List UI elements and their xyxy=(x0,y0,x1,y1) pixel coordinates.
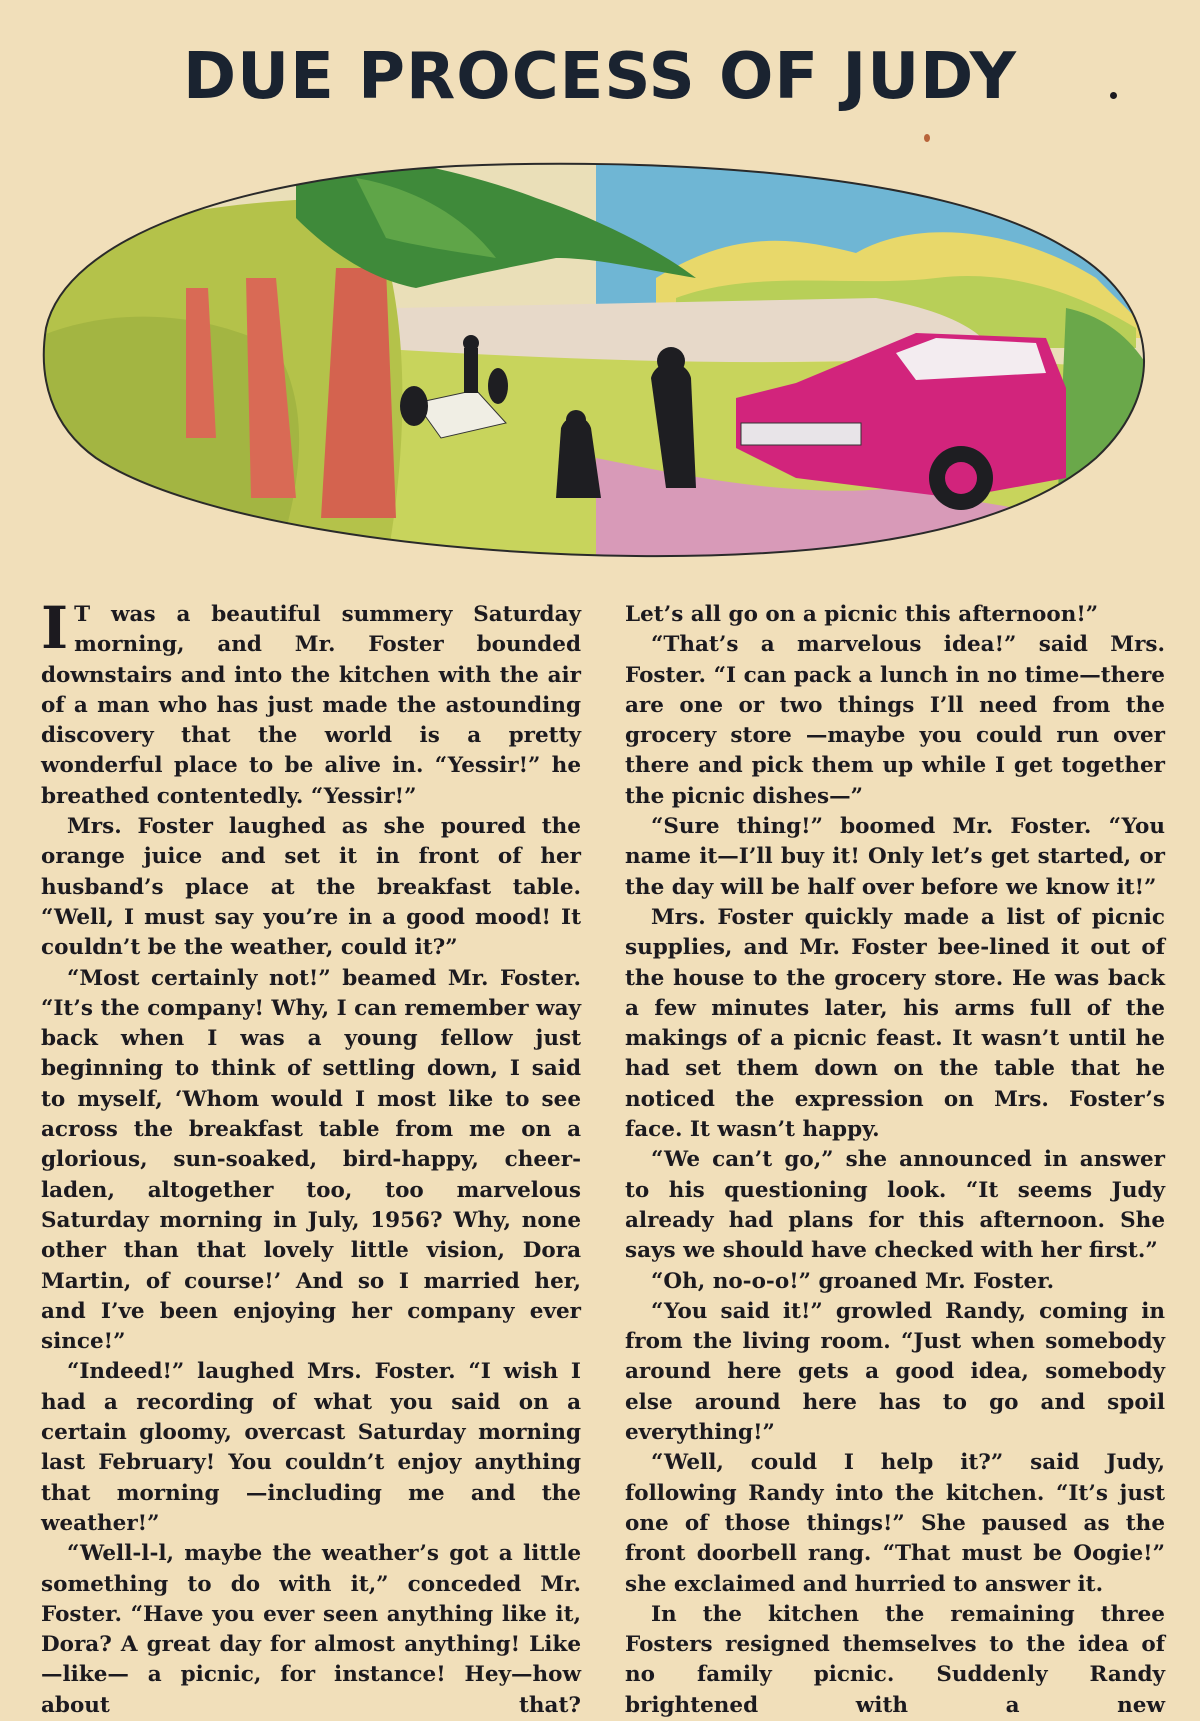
paragraph: Mrs. Foster quickly made a list of picnic supplies, and Mr. Foster bee-lined it out of the house to the grocery store. He was back a few minutes later, his arms full of the makings of a picnic feast. It wasn’t until he had set them down on the table that he noticed the expression on Mrs. Foster’s face. It wasn’t happy. xyxy=(625,904,1165,1143)
shrub xyxy=(1056,308,1166,538)
story-column-left xyxy=(41,594,581,1721)
picnic-scene-illustration xyxy=(36,158,1176,566)
paragraph: “You said it!” growled Randy, coming in from the living room. “Just when somebody around here gets a good idea, somebody else around here has to go and spoil everything!” xyxy=(625,1298,1165,1446)
story-column-right xyxy=(625,600,1165,1721)
paragraph: “We can’t go,” she announced in answer to his questioning look. “It seems Judy already had plans for this afternoon. She says we should have checked with her first.” xyxy=(625,1147,1165,1264)
paragraph: “Sure thing!” boomed Mr. Foster. “You name it—I’ll buy it! Only let’s get started, or the day will be half over before we know it!” xyxy=(625,814,1165,900)
paragraph: “Well, could I help it?” said Judy, following Randy into the kitchen. “It’s just one of those things!” She paused as the front doorbell rang. “That must be Oogie!” she exclaimed and hurried to answer it. xyxy=(625,1450,1165,1597)
paragraph: “That’s a marvelous idea!” said Mrs. Foster. “I can pack a lunch in no time—there are one or two things I’ll need from the grocery store —maybe you could run over there and pick them up while I get together the picnic dishes—” xyxy=(625,632,1165,809)
paragraph: I T was a beautiful summery Saturday morning, and Mr. Foster bounded downstairs and into the kitchen with the air of a man who has just made the astounding discovery that the world is a pretty wonderful place to be alive in. “Yessir!” he breathed contentedly. “Yessir!” xyxy=(41,594,581,809)
drop-cap: I xyxy=(41,594,69,662)
paragraph: “Indeed!” laughed Mrs. Foster. “I wish I had a recording of what you said on a certain gloomy, overcast Saturday morning last February! You couldn’t enjoy anything that morning —including me and the weather!” xyxy=(41,1359,581,1536)
print-dot xyxy=(1110,92,1117,99)
print-speck xyxy=(924,134,930,142)
paragraph: Mrs. Foster laughed as she poured the orange juice and set it in front of her husband’s place at the breakfast table. “Well, I must say you’re in a good mood! It couldn’t be the weather, could it?” xyxy=(41,814,581,961)
paragraph: “Most certainly not!” beamed Mr. Foster. “It’s the company! Why, I can remember way back when I was a young fellow just beginning to think of settling down, I said to myself, ‘Whom would I most like to see across the breakfast table from me on a glorious, sun-soaked, bird-happy, cheer-laden, altogether too, too marvelous Saturday morning in July, 1956? Why, none other than that lovely little vision, Dora Martin, of course!’ And so I married her, and I’ve been enjoying her company ever since!” xyxy=(41,965,581,1355)
story-title: DUE PROCESS OF JUDY xyxy=(183,40,1017,114)
paragraph: “Well-l-l, maybe the weather’s got a little something to do with it,” conceded Mr. Foster. “Have you ever seen anything like it, Dora? A great day for almost anything! Like—like— a picnic, for instance! Hey—how about that? xyxy=(41,1541,581,1718)
paragraph: In the kitchen the remaining three Fosters resigned themselves to the idea of no family picnic. Suddenly Randy brightened with a new xyxy=(625,1601,1165,1718)
paragraph: Let’s all go on a picnic this afternoon!” xyxy=(625,602,1099,627)
silhouette-person xyxy=(400,386,428,426)
paragraph: “Oh, no-o-o!” groaned Mr. Foster. xyxy=(651,1268,1055,1294)
